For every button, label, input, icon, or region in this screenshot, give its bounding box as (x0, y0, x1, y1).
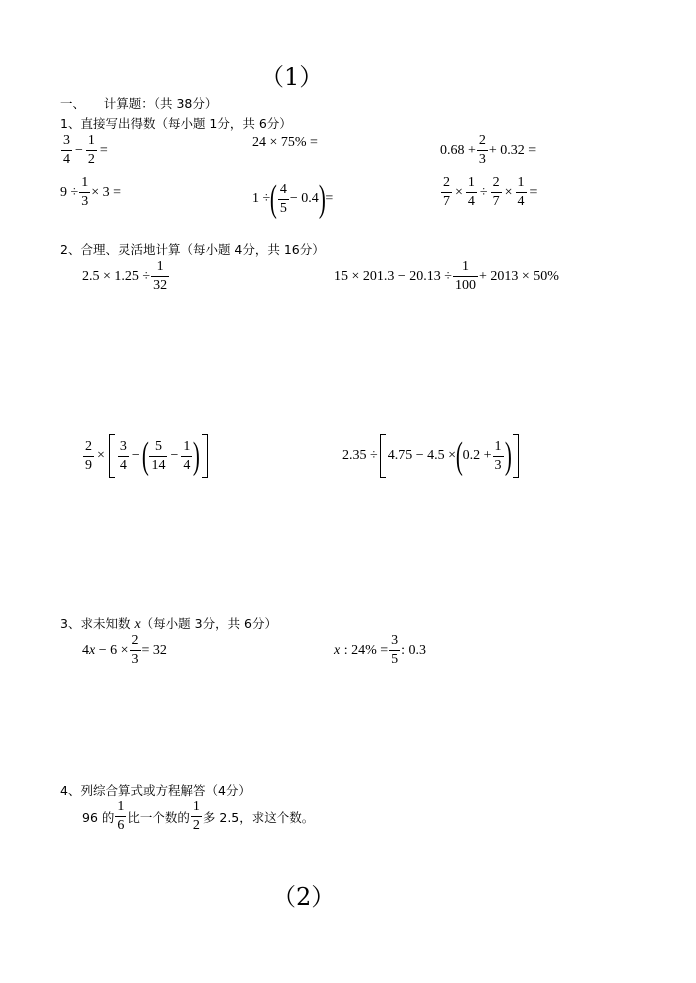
q3-expr-1: 4 x − 6 × $\frac{2}{3}$ = 32 (82, 633, 167, 667)
left-bracket (109, 434, 115, 478)
fraction: $\frac{3}{5}$ (391, 633, 399, 667)
q1-expr-1: $\frac{3}{4}$ − $\frac{1}{2}$ = (63, 133, 108, 167)
q2-expr-1: 2.5 × 1.25 ÷ $\frac{1}{32}$ (82, 259, 168, 293)
q4-title: 4、列综合算式或方程解答（4分） (60, 783, 251, 798)
q2-expr-3: $\frac{2}{9}$ × $\frac{3}{4}$ − ( $\frac{5}{14}$ − $\frac{1}{4}$ ) (82, 434, 210, 478)
q3-expr-2: x : 24% = $\frac{3}{5}$ : 0.3 (334, 633, 427, 667)
fraction: $\frac{2}{7}$ (443, 175, 450, 209)
q1-title: 1、直接写出得数（每小题 1分，共 6分） (60, 116, 292, 131)
q4-problem: 96 的 $\frac{1}{6}$ 比一个数的 $\frac{1}{2}$ 多 2.5，求这个数。 (82, 799, 315, 833)
q3-title: 3、求未知数 x（每小题 3分，共 6分） (60, 616, 278, 632)
left-paren: ( (270, 178, 277, 220)
q2-title: 2、合理、灵活地计算（每小题 4分，共 16分） (60, 242, 325, 257)
fraction: $\frac{2}{9}$ (85, 438, 92, 473)
fraction: $\frac{1}{6}$ (117, 799, 125, 833)
fraction: $\frac{4}{5}$ (279, 181, 287, 216)
fraction: $\frac{1}{4}$ (517, 175, 525, 209)
q1-expr-5: 1 ÷ ( $\frac{4}{5}$ − 0.4 ) = (252, 178, 334, 220)
fraction: $\frac{1}{3}$ (494, 438, 502, 473)
part-heading: 一、 计算题：（共 38分） (60, 96, 218, 111)
right-paren: ) (193, 435, 201, 477)
q1-expr-6: $\frac{2}{7}$ × $\frac{1}{4}$ ÷ $\frac{2}{7}$ × $\frac{1}{4}$ = (443, 175, 538, 209)
q2-expr-4: 2.35 ÷ 4.75 − 4.5 × ( 0.2 + $\frac{1}{3}$ ) (342, 434, 521, 478)
fraction: $\frac{3}{4}$ (119, 438, 127, 473)
fraction: $\frac{1}{2}$ (87, 133, 95, 167)
section-title-1: （1） (260, 63, 324, 91)
fraction: $\frac{2}{3}$ (131, 633, 139, 667)
q1-expr-4: 9 ÷ $\frac{1}{3}$ × 3 = (60, 175, 121, 209)
fraction: $\frac{1}{4}$ (467, 175, 475, 209)
fraction: $\frac{3}{4}$ (63, 133, 70, 167)
q1-expr-3: 0.68 + $\frac{2}{3}$ + 0.32 = (440, 133, 537, 167)
left-bracket (380, 434, 386, 478)
fraction: $\frac{1}{3}$ (81, 175, 89, 209)
fraction: $\frac{2}{7}$ (492, 175, 500, 209)
fraction: $\frac{1}{100}$ (454, 259, 476, 293)
left-paren: ( (141, 435, 149, 477)
q1-expr-2: 24 × 75% = (252, 135, 318, 150)
right-paren: ) (318, 178, 326, 220)
left-paren: ( (455, 435, 463, 477)
fraction: $\frac{1}{32}$ (153, 259, 168, 293)
right-bracket (513, 434, 519, 478)
fraction: $\frac{1}{4}$ (183, 438, 191, 473)
right-paren: ) (504, 435, 512, 477)
fraction: $\frac{2}{3}$ (478, 133, 486, 167)
right-bracket (202, 434, 208, 478)
fraction: $\frac{1}{2}$ (192, 799, 200, 833)
section-title-2: （2） (272, 883, 336, 911)
fraction: $\frac{5}{14}$ (151, 438, 166, 473)
q2-expr-2: 15 × 201.3 − 20.13 ÷ $\frac{1}{100}$ + 2013 × 50% (334, 259, 559, 293)
